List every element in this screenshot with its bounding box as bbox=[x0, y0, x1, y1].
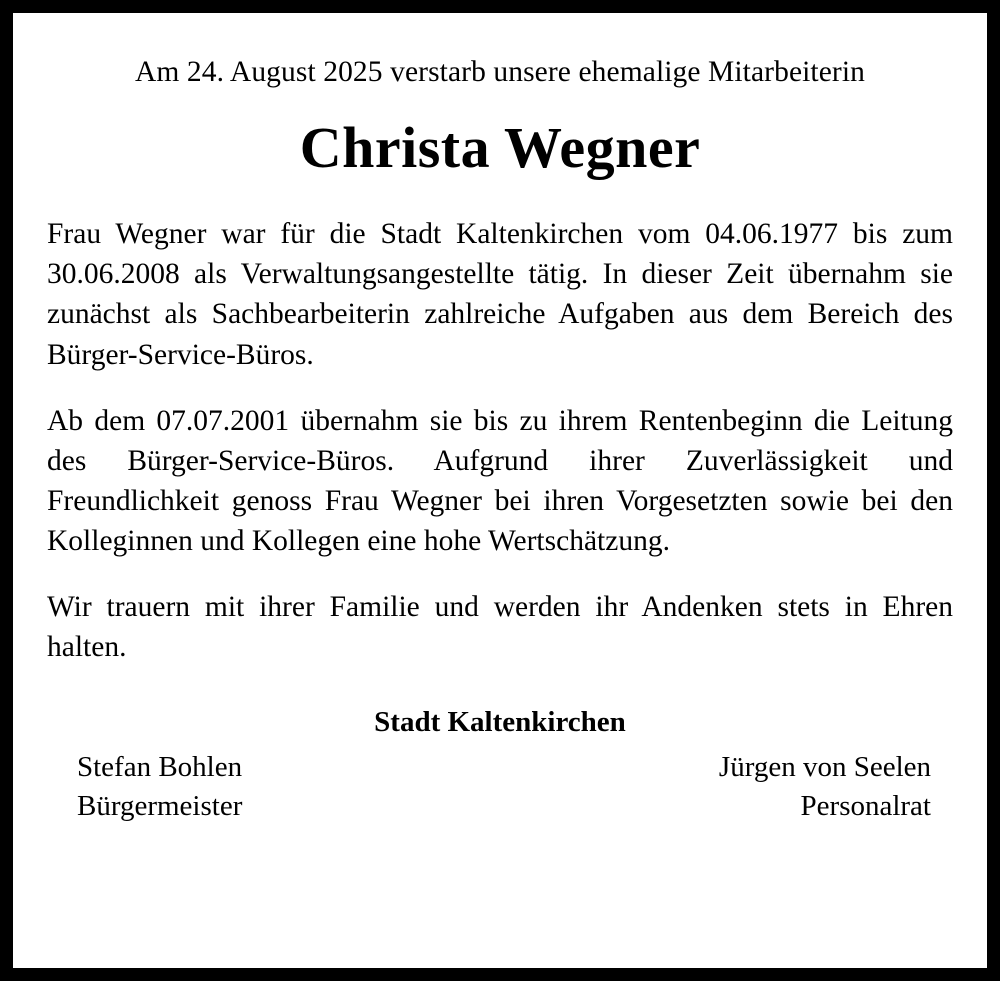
signature-block bbox=[47, 748, 953, 826]
deceased-name: Christa Wegner bbox=[299, 115, 701, 181]
organization-name: Stadt Kaltenkirchen bbox=[374, 706, 626, 739]
signer-right bbox=[719, 748, 931, 826]
intro-line: Am 24. August 2025 verstarb unsere ehemalige Mitarbeiterin bbox=[134, 56, 865, 88]
signer-left-name: Stefan Bohlen bbox=[77, 751, 243, 784]
signer-left bbox=[77, 748, 242, 826]
signer-left-role: Bürgermeister bbox=[77, 790, 243, 823]
notice-content bbox=[47, 55, 953, 970]
signer-right-name: Jürgen von Seelen bbox=[718, 751, 931, 784]
signer-right-role: Personalrat bbox=[800, 790, 931, 823]
body-paragraph-2: Ab dem 07.07.2001 übernahm sie bis zu ihrem Rentenbeginn die Leitung des Bürger-Service-Büros. Aufgrund ihrer Zuverlässigkeit und Freundlichkeit genoss Frau Wegner bei ihren Vorgesetzten sowie bei den Kolleginnen und Kollegen eine hohe Wertschätzung. bbox=[47, 404, 953, 557]
body-paragraph-1: Frau Wegner war für die Stadt Kaltenkirchen vom 04.06.1977 bis zum 30.06.2008 als Verwaltungsangestellte tätig. In dieser Zeit übernahm sie zunächst als Sachbearbeiterin zahlreiche Aufgaben aus dem Bereich des Bürger-Service-Büros. bbox=[47, 218, 953, 371]
body-paragraph-3: Wir trauern mit ihrer Familie und werden ihr Andenken stets in Ehren halten. bbox=[47, 591, 953, 664]
